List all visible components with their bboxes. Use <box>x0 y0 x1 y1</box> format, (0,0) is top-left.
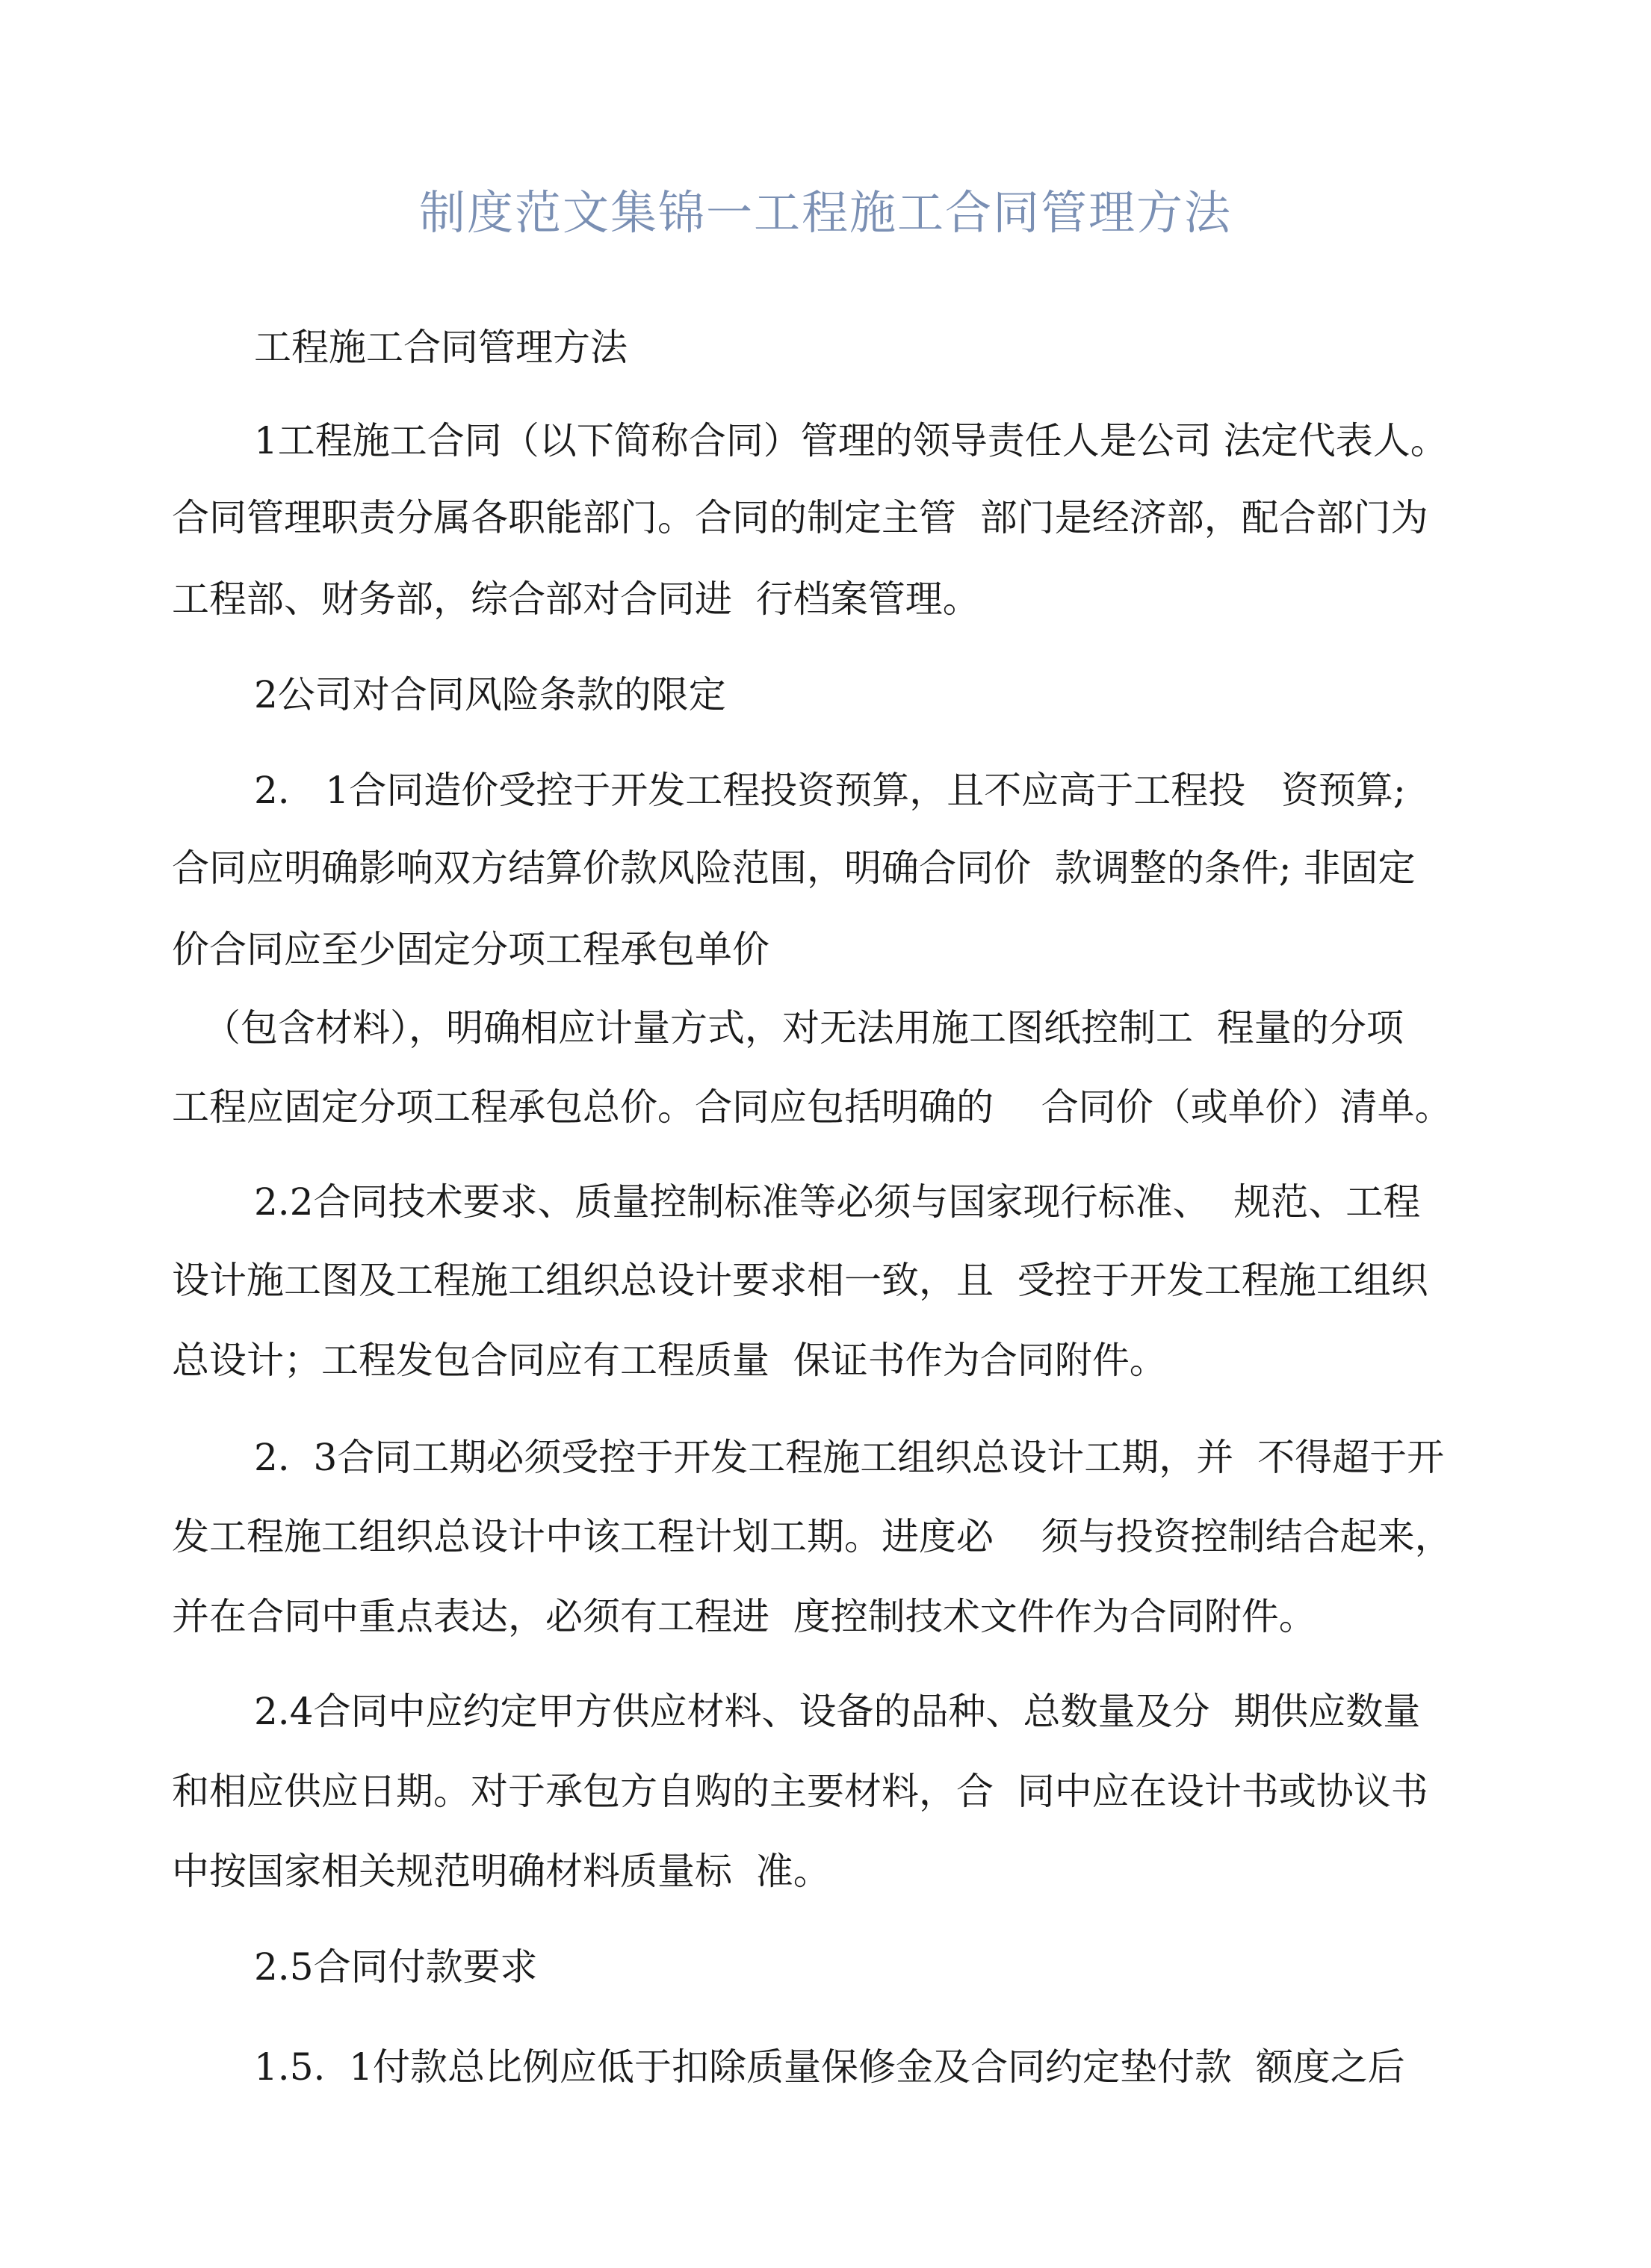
text-line: 总设计；工程发包合同应有工程质量 保证书作为合同附件。 <box>172 1339 1167 1382</box>
text-line: （包含材料），明确相应计量方式，对无法用施工图纸控制工 程量的分项 <box>203 1006 1404 1050</box>
text-line: 和相应供应日期。对于承包方自购的主要材料，合 同中应在设计书或协议书 <box>172 1770 1428 1813</box>
text-line: 1.5. 1付款总比例应低于扣除质量保修金及合同约定垫付款 额度之后 <box>254 2045 1405 2089</box>
text-line: 价合同应至少固定分项工程承包单价 <box>172 928 769 971</box>
text-line: 发工程施工组织总设计中该工程计划工期。进度必 须与投资控制结合起来， <box>172 1515 1452 1558</box>
text-line: 工程应固定分项工程承包总价。合同应包括明确的 合同价（或单价）清单。 <box>172 1085 1452 1129</box>
text-line: 合同应明确影响双方结算价款风险范围，明确合同价 款调整的条件; 非固定 <box>172 846 1416 890</box>
text-line: 2. 3合同工期必须受控于开发工程施工组织总设计工期，并 不得超于开 <box>254 1436 1445 1479</box>
text-line: 1工程施工合同（以下简称合同）管理的领导责任人是公司 法定代表人。 <box>254 419 1448 462</box>
text-line: 2.2合同技术要求、质量控制标准等必须与国家现行标准、 规范、工程 <box>254 1180 1421 1224</box>
text-line: 2.5合同付款要求 <box>254 1945 538 1989</box>
text-line: 2公司对合同风险条款的限定 <box>254 673 726 716</box>
text-line: 2. 1合同造价受控于开发工程投资预算，且不应高于工程投 资预算; <box>254 769 1406 812</box>
text-line: 工程部、财务部，综合部对合同进 行档案管理。 <box>172 577 980 621</box>
text-line: 合同管理职责分属各职能部门。合同的制定主管 部门是经济部，配合部门为 <box>172 496 1428 539</box>
text-line: 设计施工图及工程施工组织总设计要求相一致，且 受控于开发工程施工组织 <box>172 1259 1428 1302</box>
document-title: 制度范文集锦一工程施工合同管理方法 <box>418 185 1232 240</box>
text-line: 2.4合同中应约定甲方供应材料、设备的品种、总数量及分 期供应数量 <box>254 1690 1421 1733</box>
text-line: 并在合同中重点表达，必须有工程进 度控制技术文件作为合同附件。 <box>172 1595 1316 1638</box>
text-line: 中按国家相关规范明确材料质量标 准。 <box>172 1850 831 1893</box>
text-line: 工程施工合同管理方法 <box>254 326 628 369</box>
